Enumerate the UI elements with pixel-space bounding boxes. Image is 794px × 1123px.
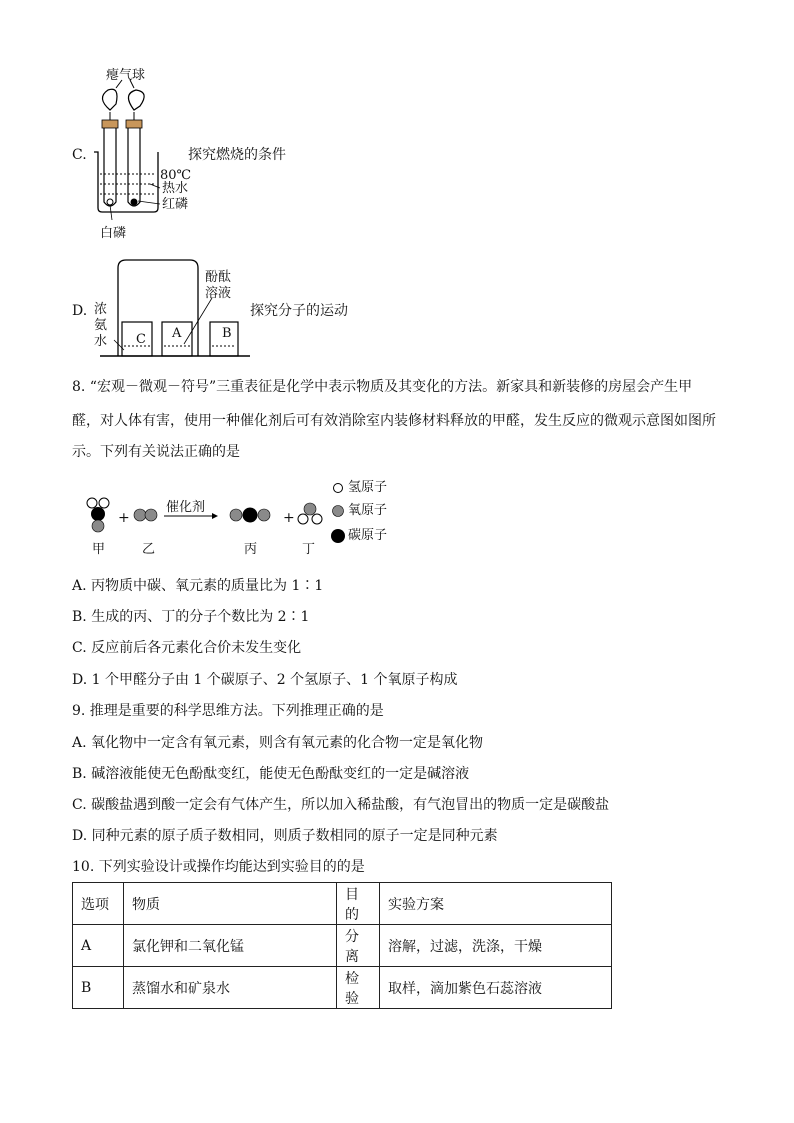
q8-option-d: D. 1 个甲醛分子由 1 个碳原子、2 个氢原子、1 个氧原子构成 bbox=[72, 672, 458, 688]
q9-option-d: D. 同种元素的原子质子数相同，则质子数相同的原子一定是同种元素 bbox=[72, 828, 498, 844]
cell-substance: 氯化钾和二氧化锰 bbox=[124, 925, 337, 967]
q10-stem: 10. 下列实验设计或操作均能达到实验目的的是 bbox=[72, 859, 365, 875]
plus-sign-2: + bbox=[283, 510, 295, 526]
cell-option: B bbox=[73, 967, 124, 1009]
molecule-name-bing: 丙 bbox=[244, 542, 258, 557]
cell-purpose: 分离 bbox=[337, 925, 380, 967]
table-header-row bbox=[73, 883, 612, 925]
option-c-letter: C. bbox=[72, 147, 87, 163]
molecule-ding bbox=[298, 503, 322, 524]
q8-option-a: A. 丙物质中碳、氧元素的质量比为 1∶1 bbox=[72, 578, 324, 594]
cell-option: A bbox=[73, 925, 124, 967]
phenolphthalein-label-2: 溶液 bbox=[205, 286, 232, 301]
q9-option-c: C. 碳酸盐遇到酸一定会有气体产生，所以加入稀盐酸，有气泡冒出的物质一定是碳酸盐 bbox=[72, 797, 610, 813]
table-row bbox=[73, 925, 612, 967]
molecule-name-yi: 乙 bbox=[142, 542, 156, 557]
temp-label: 80℃ bbox=[160, 168, 192, 183]
legend-carbon: 碳原子 bbox=[348, 528, 388, 543]
q9-option-b: B. 碱溶液能使无色酚酞变红，能使无色酚酞变红的一定是碱溶液 bbox=[72, 766, 470, 782]
cell-substance: 蒸馏水和矿泉水 bbox=[124, 967, 337, 1009]
molecule-yi bbox=[134, 509, 157, 521]
balloon-label: 瘪气球 bbox=[106, 68, 146, 83]
cell-method: 溶解，过滤，洗涤，干燥 bbox=[380, 925, 612, 967]
q8-stem-line-2: 醛，对人体有害，使用一种催化剂后可有效消除室内装修材料释放的甲醛，发生反应的微观示意图如图所 bbox=[72, 413, 716, 429]
q8-option-c: C. 反应前后各元素化合价未发生变化 bbox=[72, 640, 302, 656]
white-phosphorus-label: 白磷 bbox=[100, 226, 127, 241]
cell-method: 取样，滴加紫色石蕊溶液 bbox=[380, 967, 612, 1009]
option-c-caption: 探究燃烧的条件 bbox=[188, 147, 286, 163]
plus-sign-1: + bbox=[118, 510, 130, 526]
q9-option-a: A. 氧化物中一定含有氧元素，则含有氧元素的化合物一定是氧化物 bbox=[72, 735, 484, 751]
red-phosphorus-label: 红磷 bbox=[162, 197, 189, 212]
cell-purpose: 检验 bbox=[337, 967, 380, 1009]
q8-stem-line-3: 示。下列有关说法正确的是 bbox=[72, 444, 240, 460]
q8-option-b: B. 生成的丙、丁的分子个数比为 2∶1 bbox=[72, 609, 310, 625]
q9-stem: 9. 推理是重要的科学思维方法。下列推理正确的是 bbox=[72, 703, 384, 719]
table-row bbox=[73, 967, 612, 1009]
ammonia-label-3: 水 bbox=[94, 334, 108, 349]
molecule-name-jia: 甲 bbox=[92, 542, 106, 557]
header-purpose: 目的 bbox=[337, 883, 380, 925]
beaker-a-label: A bbox=[172, 326, 182, 341]
option-d-letter: D. bbox=[72, 303, 88, 319]
q10-table bbox=[72, 882, 612, 1009]
legend-atoms bbox=[330, 480, 346, 546]
catalyst-label: 催化剂 bbox=[166, 500, 206, 515]
molecule-jia bbox=[87, 498, 109, 532]
molecule-bing bbox=[230, 508, 270, 523]
beaker-c-label: C bbox=[136, 332, 146, 347]
header-option: 选项 bbox=[73, 883, 124, 925]
legend-oxygen: 氧原子 bbox=[348, 503, 388, 518]
q8-stem-line-1: 8. “宏观－微观－符号”三重表征是化学中表示物质及其变化的方法。新家具和新装修的房屋会产生甲 bbox=[72, 379, 693, 395]
molecule-motion-apparatus bbox=[100, 256, 250, 362]
header-substance: 物质 bbox=[124, 883, 337, 925]
ammonia-label-2: 氨 bbox=[94, 318, 108, 333]
header-method: 实验方案 bbox=[380, 883, 612, 925]
legend-hydrogen: 氢原子 bbox=[348, 480, 388, 495]
phenolphthalein-label-1: 酚酞 bbox=[205, 270, 232, 285]
hot-water-label: 热水 bbox=[162, 181, 189, 196]
ammonia-label-1: 浓 bbox=[94, 302, 108, 317]
beaker-b-label: B bbox=[222, 326, 232, 341]
molecule-name-ding: 丁 bbox=[302, 542, 316, 557]
option-d-caption: 探究分子的运动 bbox=[250, 303, 348, 319]
